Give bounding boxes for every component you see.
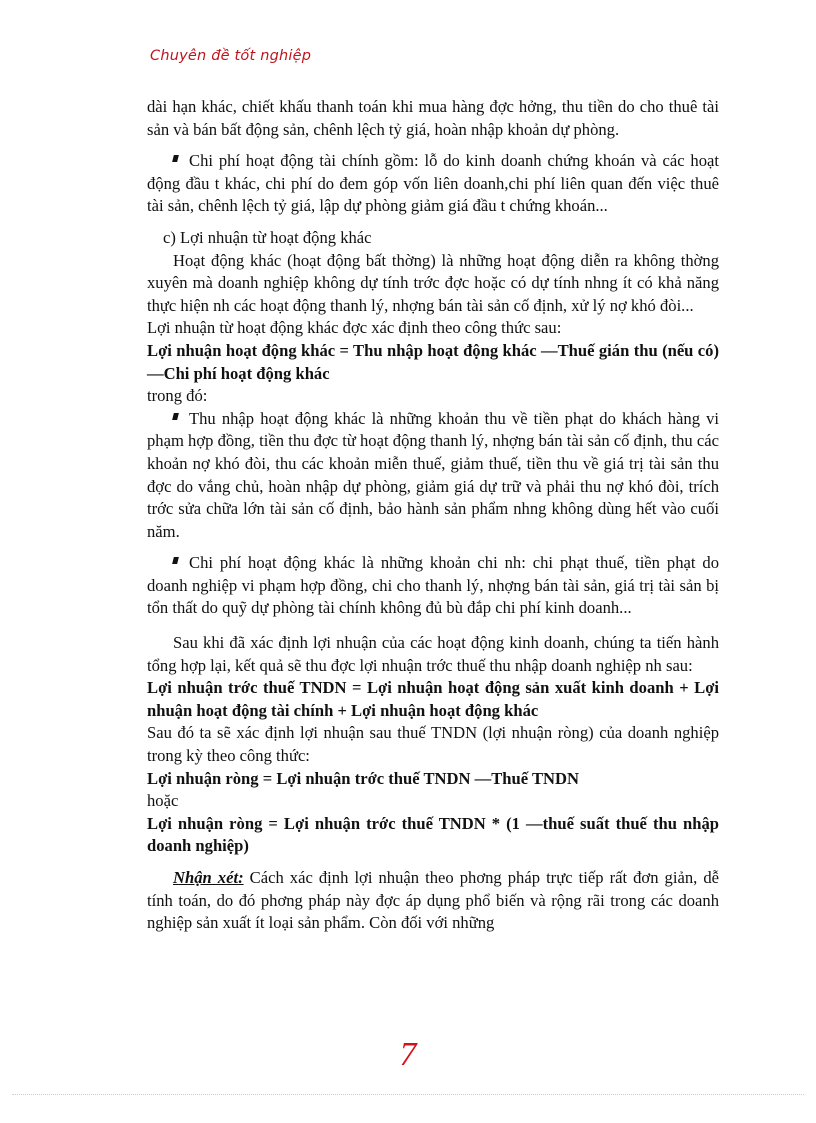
bullet-paragraph xyxy=(147,408,719,544)
paragraph: Sau khi đã xác định lợi nhuận của các hoạt động kinh doanh, chúng ta tiến hành tổng hợp lại, kết quả sẽ thu đợc lợi nhuận trớc thuế thu nhập doanh nghiệp nh sau: xyxy=(147,633,719,675)
bullet-paragraph xyxy=(147,552,719,620)
formula: Lợi nhuận ròng = Lợi nhuận trớc thuế TNDN —Thuế TNDN xyxy=(147,768,579,788)
bullet-text: Chi phí hoạt động khác là những khoản chi nh: chi phạt thuế, tiền phạt do doanh nghiệp vi phạm hợp đồng, chi cho thanh lý, nhợng bán tài sản, giá trị tài sản bị tổn thất do quỹ dự phòng tài chính không đủ bù đắp chi phí kinh doanh... xyxy=(147,553,719,618)
paragraph: dài hạn khác, chiết khấu thanh toán khi mua hàng đợc hởng, thu tiền do cho thuê tài sản và bán bất động sản, chênh lệch tỷ giá, hoàn nhập khoản dự phòng. xyxy=(147,97,719,139)
paragraph: Lợi nhuận từ hoạt động khác đợc xác định theo công thức sau: xyxy=(147,318,562,338)
bullet-text: Chi phí hoạt động tài chính gồm: lỗ do kinh doanh chứng khoán và các hoạt động đầu t khác, chi phí do đem góp vốn liên doanh,chi phí liên quan đến việc thuê tài sản, chênh lệch tỷ giá, lập dự phòng giảm giá đầu t chứng khoán... xyxy=(147,151,719,216)
bullet-text: Thu nhập hoạt động khác là những khoản thu về tiền phạt do khách hàng vi phạm hợp đồng, tiền thu đợc từ hoạt động thanh lý, nhợng bán tài sản cố định, thu các khoản nợ khó đòi, thu các khoản miễn thuế, giảm thuế, tiền thu về giá trị tài sản thu đợc do vắng chủ, hoàn nhập dự phòng, giảm giá dự trữ và phải thu nợ khó đòi, trích trớc sửa chữa lớn tài sản cố định, bảo hành sản phẩm nhng không dùng hết vào cuối năm. xyxy=(147,408,719,541)
paragraph xyxy=(147,867,719,935)
document-body xyxy=(147,96,719,935)
page-bottom-divider xyxy=(12,1094,804,1095)
section-heading: c) Lợi nhuận từ hoạt động khác xyxy=(163,227,372,247)
paragraph: hoặc xyxy=(147,791,179,811)
formula: Lợi nhuận hoạt động khác = Thu nhập hoạt động khác —Thuế gián thu (nếu có) —Chi phí hoạt động khác xyxy=(147,340,719,383)
bullet-icon xyxy=(172,413,179,420)
running-header: Chuyên đề tốt nghiệp xyxy=(150,48,312,64)
remark-label: Nhận xét: xyxy=(173,868,244,887)
paragraph: Sau đó ta sẽ xác định lợi nhuận sau thuế TNDN (lợi nhuận ròng) của doanh nghiệp trong kỳ theo công thức: xyxy=(147,723,719,766)
page-number: 7 xyxy=(399,1036,417,1073)
bullet-icon xyxy=(172,155,179,162)
paragraph: trong đó: xyxy=(147,386,208,406)
formula: Lợi nhuận trớc thuế TNDN = Lợi nhuận hoạt động sản xuất kinh doanh + Lợi nhuận hoạt động tài chính + Lợi nhuận hoạt động khác xyxy=(147,678,719,720)
bullet-icon xyxy=(172,557,179,564)
paragraph: Hoạt động khác (hoạt động bất thờng) là những hoạt động diễn ra không thờng xuyên mà doanh nghiệp không dự tính trớc đợc hoặc có dự tính nhng ít có khả năng thực hiện nh các hoạt động thanh lý, nhợng bán tài sản cố định, xử lý nợ khó đòi... xyxy=(147,250,719,315)
formula: Lợi nhuận ròng = Lợi nhuận trớc thuế TNDN * (1 —thuế suất thuế thu nhập doanh nghiệp) xyxy=(147,813,719,856)
bullet-paragraph xyxy=(147,150,719,218)
remark-text: Cách xác định lợi nhuận theo phơng pháp trực tiếp rất đơn giản, dễ tính toán, do đó phơng pháp này đợc áp dụng phổ biến và rộng rãi trong các doanh nghiệp sản xuất ít loại sản phẩm. Còn đối với những xyxy=(147,868,719,933)
